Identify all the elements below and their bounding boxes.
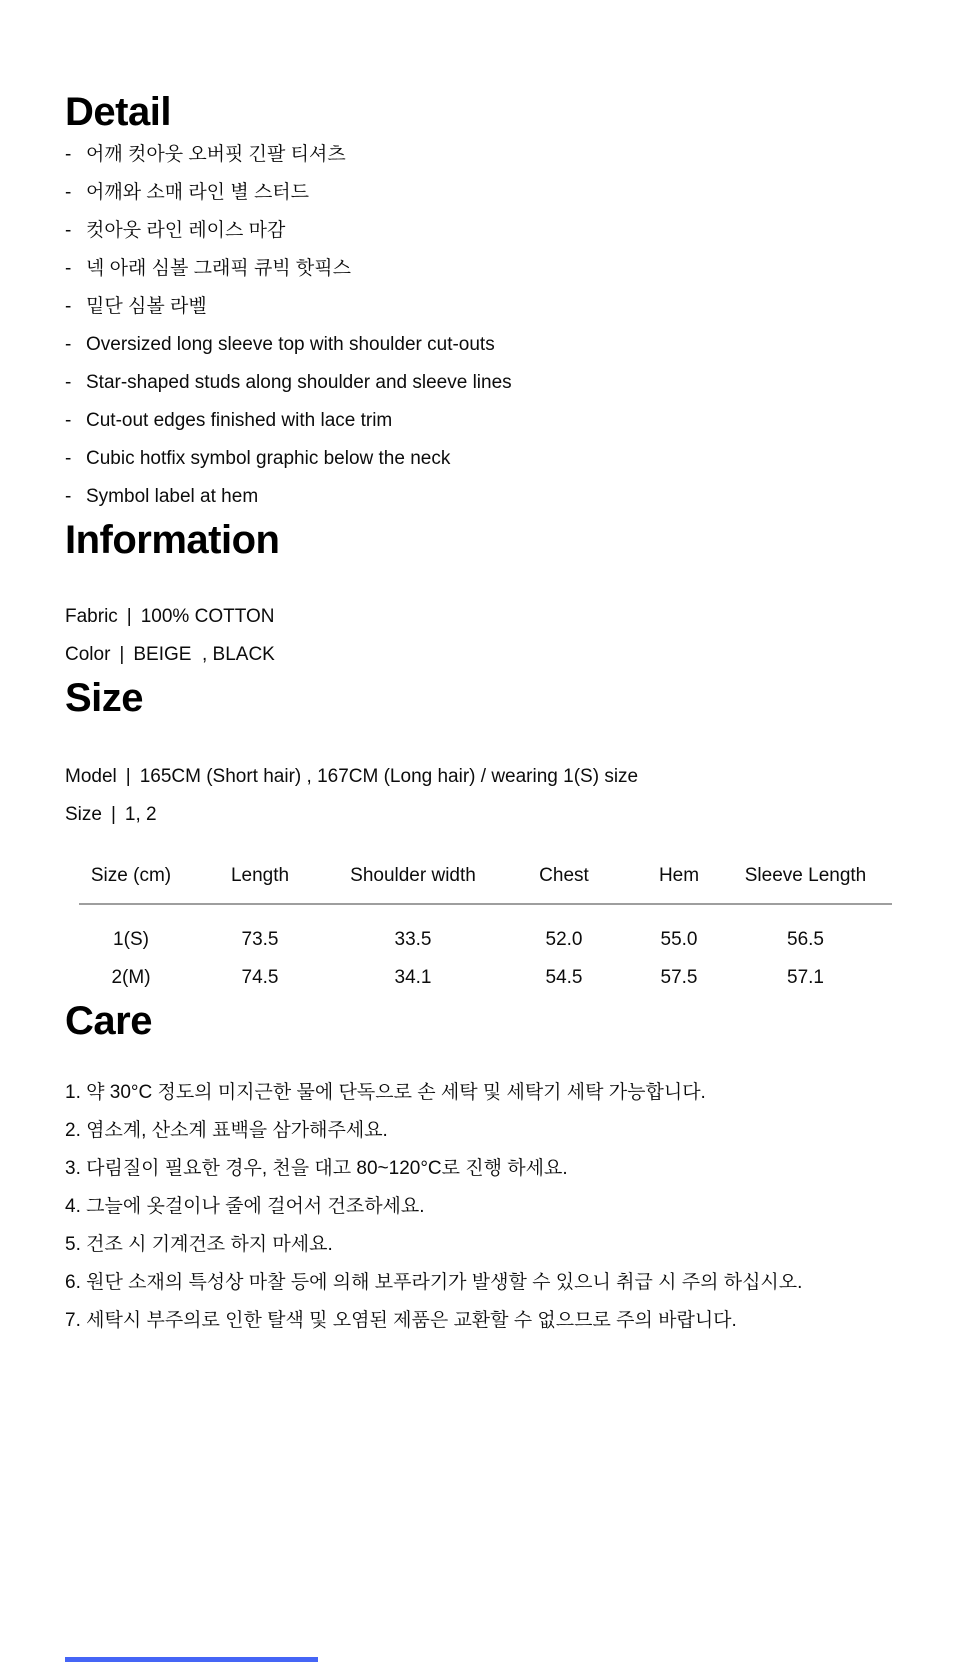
bullet-text: Oversized long sleeve top with shoulder cut-outs bbox=[86, 334, 495, 355]
detail-bullets-korean bbox=[65, 136, 895, 326]
bullet-dash: - bbox=[65, 486, 72, 507]
fabric-row bbox=[65, 598, 895, 636]
bullet-dash: - bbox=[65, 220, 72, 241]
bullet-dash: - bbox=[65, 372, 72, 393]
care-instruction: 6. 원단 소재의 특성상 마찰 등에 의해 보푸라기가 발생할 수 있으니 취급 시 주의 하십시오. bbox=[65, 1272, 803, 1293]
detail-heading: Detail bbox=[65, 90, 171, 134]
color-value: BEIGE , BLACK bbox=[133, 644, 275, 665]
bullet-text: 밑단 심볼 라벨 bbox=[86, 296, 207, 317]
size-section bbox=[65, 674, 895, 997]
detail-bullet-ko bbox=[65, 250, 895, 288]
bullet-dash: - bbox=[65, 448, 72, 469]
table-cell: 33.5 bbox=[394, 929, 432, 950]
size-options-label: Size bbox=[65, 804, 102, 825]
table-cell: 55.0 bbox=[660, 929, 698, 950]
table-cell: 57.5 bbox=[660, 967, 698, 988]
bottom-accent-line bbox=[65, 1657, 318, 1662]
bullet-dash: - bbox=[65, 334, 72, 355]
divider: | bbox=[110, 804, 116, 825]
divider: | bbox=[125, 766, 131, 787]
bullet-text: Cubic hotfix symbol graphic below the neck bbox=[86, 448, 451, 469]
bullet-text: Cut-out edges finished with lace trim bbox=[86, 410, 393, 431]
bullet-dash: - bbox=[65, 296, 72, 317]
size-table-header-row bbox=[79, 857, 892, 904]
bullet-text: 넥 아래 심볼 그래픽 큐빅 핫픽스 bbox=[86, 258, 351, 279]
size-info-lines bbox=[65, 758, 895, 834]
detail-bullet-en bbox=[65, 364, 895, 402]
detail-bullet-ko bbox=[65, 136, 895, 174]
detail-bullet-en bbox=[65, 326, 895, 364]
bullet-text: Symbol label at hem bbox=[86, 486, 259, 507]
detail-bullet-en bbox=[65, 478, 895, 516]
model-row bbox=[65, 758, 895, 796]
size-table-row-1s bbox=[79, 904, 892, 959]
bullet-text: 어깨 컷아웃 오버핏 긴팔 티셔츠 bbox=[86, 144, 346, 165]
fabric-label: Fabric bbox=[65, 606, 118, 627]
fabric-value: 100% COTTON bbox=[140, 606, 275, 627]
care-instruction: 2. 염소계, 산소계 표백을 삼가해주세요. bbox=[65, 1120, 388, 1141]
information-rows bbox=[65, 598, 895, 674]
size-table bbox=[79, 857, 892, 997]
bullet-text: 어깨와 소매 라인 별 스터드 bbox=[86, 182, 310, 203]
table-cell: 74.5 bbox=[241, 967, 279, 988]
information-section bbox=[65, 516, 895, 674]
size-table-header: Size (cm) bbox=[79, 857, 183, 904]
detail-bullet-en bbox=[65, 402, 895, 440]
size-table-header: Sleeve Length bbox=[719, 857, 892, 904]
care-instructions-list bbox=[65, 1074, 895, 1340]
information-heading: Information bbox=[65, 518, 280, 562]
bullet-dash: - bbox=[65, 182, 72, 203]
table-cell: 1(S) bbox=[113, 929, 149, 950]
divider: | bbox=[126, 606, 132, 627]
detail-section bbox=[65, 88, 895, 516]
care-instruction: 3. 다림질이 필요한 경우, 천을 대고 80~120°C로 진행 하세요. bbox=[65, 1158, 568, 1179]
size-table-header: Shoulder width bbox=[337, 857, 489, 904]
care-instruction: 7. 세탁시 부주의로 인한 탈색 및 오염된 제품은 교환할 수 없으므로 주의 바랍니다. bbox=[65, 1310, 737, 1331]
size-heading: Size bbox=[65, 676, 144, 720]
size-table-header: Length bbox=[183, 857, 337, 904]
care-instruction: 1. 약 30°C 정도의 미지근한 물에 단독으로 손 세탁 및 세탁기 세탁 가능합니다. bbox=[65, 1082, 706, 1103]
detail-bullets-english bbox=[65, 326, 895, 516]
bullet-text: 컷아웃 라인 레이스 마감 bbox=[86, 220, 286, 241]
size-table-header: Hem bbox=[639, 857, 719, 904]
bullet-dash: - bbox=[65, 258, 72, 279]
care-heading: Care bbox=[65, 999, 152, 1043]
care-instruction: 4. 그늘에 옷걸이나 줄에 걸어서 건조하세요. bbox=[65, 1196, 425, 1217]
detail-bullet-ko bbox=[65, 288, 895, 326]
size-table-header: Chest bbox=[489, 857, 639, 904]
size-options-value: 1, 2 bbox=[124, 804, 157, 825]
divider: | bbox=[119, 644, 125, 665]
detail-bullet-ko bbox=[65, 212, 895, 250]
care-instruction: 5. 건조 시 기계건조 하지 마세요. bbox=[65, 1234, 333, 1255]
table-cell: 54.5 bbox=[545, 967, 583, 988]
detail-bullet-en bbox=[65, 440, 895, 478]
table-cell: 57.1 bbox=[787, 967, 824, 988]
care-section bbox=[65, 997, 895, 1340]
table-cell: 56.5 bbox=[787, 929, 824, 950]
color-label: Color bbox=[65, 644, 111, 665]
size-table-row-2m bbox=[79, 959, 892, 997]
size-options-row bbox=[65, 796, 895, 834]
color-row bbox=[65, 636, 895, 674]
bullet-text: Star-shaped studs along shoulder and sleeve lines bbox=[86, 372, 512, 393]
table-cell: 73.5 bbox=[241, 929, 279, 950]
model-label: Model bbox=[65, 766, 117, 787]
table-cell: 34.1 bbox=[394, 967, 432, 988]
bullet-dash: - bbox=[65, 410, 72, 431]
detail-bullet-ko bbox=[65, 174, 895, 212]
model-value: 165CM (Short hair) , 167CM (Long hair) / wearing 1(S) size bbox=[139, 766, 639, 787]
table-cell: 52.0 bbox=[545, 929, 583, 950]
table-cell: 2(M) bbox=[111, 967, 151, 988]
bullet-dash: - bbox=[65, 144, 72, 165]
